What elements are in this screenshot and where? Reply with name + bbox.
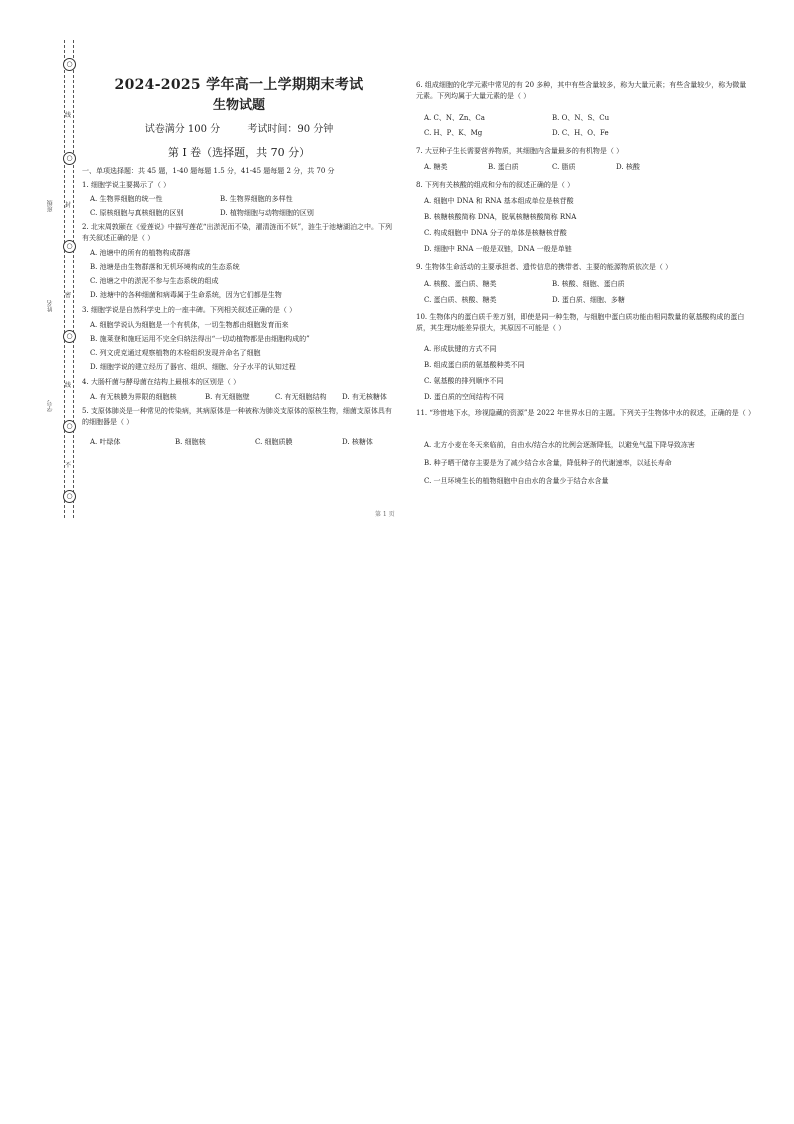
- question-option: B. 核酸、细胞、蛋白质: [552, 280, 625, 288]
- question-option: B. 池塘是由生物群落和无机环境构成的生态系统: [90, 263, 240, 271]
- question-option: C. 有无细胞结构: [275, 393, 327, 401]
- question-option: A. 细胞学说认为细胞是一个有机体，一切生物都由细胞发育而来: [90, 321, 289, 329]
- question-option: C. 蛋白质、核酸、糖类: [424, 296, 497, 304]
- question-option: D. 池塘中的各种细菌和病毒属于生命系统，因为它们都是生物: [90, 291, 282, 299]
- duration: 考试时间：90 分钟: [247, 124, 334, 135]
- binding-char: 不: [65, 462, 72, 469]
- binding-char: 线: [65, 382, 72, 389]
- question-option: A. 生物界细胞的统一性: [90, 195, 163, 203]
- question-option: D. 核糖体: [342, 438, 373, 446]
- question-option: D. C、H、O、Fe: [552, 129, 609, 137]
- question-option: C. 构成细胞中 DNA 分子的单体是核糖核苷酸: [424, 229, 567, 237]
- full-score: 试卷满分 100 分: [144, 124, 221, 135]
- binding-hole-icon: ○: [63, 58, 76, 71]
- question-option: A. 有无核膜为界限的细胞核: [90, 393, 177, 401]
- exam-sheet: [0, 0, 794, 560]
- question-option: B. 种子晒干储存主要是为了减少结合水含量，降低种子的代谢速率，以延长寿命: [424, 459, 672, 467]
- question-option: A. 细胞中 DNA 和 RNA 基本组成单位是核苷酸: [424, 197, 574, 205]
- question-option: D. 蛋白质的空间结构不同: [424, 393, 504, 401]
- binding-hole-icon: ○: [63, 420, 76, 433]
- question-option: B. 有无细胞壁: [205, 393, 250, 401]
- question-stem: 7. 大豆种子生长需要营养物质，其细胞内含量最多的有机物是（ ）: [416, 147, 624, 155]
- question-option: D. 植物细胞与动物细胞的区别: [220, 209, 314, 217]
- question-option: D. 有无核糖体: [342, 393, 387, 401]
- question-option: B. 施莱登和施旺运用不完全归纳法得出“一切动植物都是由细胞构成的”: [90, 335, 310, 343]
- side-label-number: 学号: [47, 400, 54, 412]
- binding-char: 封: [65, 202, 72, 209]
- binding-margin: [62, 40, 78, 518]
- question-option: C. 原核细胞与真核细胞的区别: [90, 209, 184, 217]
- question-option: C. 列文虎克通过观察植物的木栓组织发现并命名了细胞: [90, 349, 261, 357]
- binding-hole-icon: ○: [63, 330, 76, 343]
- question-stem: 1. 细胞学说主要揭示了（ ）: [82, 181, 171, 189]
- question-option: C. 氨基酸的排列顺序不同: [424, 377, 504, 385]
- question-option: A. C、N、Zn、Ca: [424, 114, 485, 122]
- question-stem: 4. 大肠杆菌与酵母菌在结构上最根本的区别是（ ）: [82, 378, 241, 386]
- binding-hole-icon: ○: [63, 152, 76, 165]
- binding-char: 密: [65, 292, 72, 299]
- section-heading: 一、单项选择题：共 45 题，1-40 题每题 1.5 分，41-45 题每题 2 分，共 70 分: [82, 167, 335, 175]
- question-option: D. 细胞学说的建立经历了器官、组织、细胞、分子水平的认知过程: [90, 363, 296, 371]
- question-stem: 2. 北宋周敦颐在《爱莲说》中描写莲花“出淤泥而不染，濯清涟而不妖”，涟生于池塘湖泊之中。下列有关叙述正确的是（ ）: [82, 223, 393, 242]
- question-option: A. 池塘中的所有的植物构成群落: [90, 249, 191, 257]
- question-option: A. 核酸、蛋白质、糖类: [424, 280, 497, 288]
- question-option: C. 一旦环境生长的植物细胞中自由水的含量少于结合水含量: [424, 477, 609, 485]
- question-option: C. 脂质: [552, 163, 576, 171]
- side-label-class: 班级: [47, 200, 54, 212]
- binding-dashed-line: [73, 40, 74, 518]
- question-option: A. 糖类: [424, 163, 448, 171]
- question-option: C. H、P、K、Mg: [424, 129, 483, 137]
- question-option: B. 生物界细胞的多样性: [220, 195, 293, 203]
- question-option: A. 形成肽键的方式不同: [424, 345, 497, 353]
- binding-char: 线: [65, 112, 72, 119]
- question-option: B. 蛋白质: [488, 163, 519, 171]
- question-stem: 8. 下列有关核酸的组成和分布的叙述正确的是（ ）: [416, 181, 575, 189]
- binding-hole-icon: ○: [63, 240, 76, 253]
- question-option: D. 细胞中 RNA 一般是双链，DNA 一般是单链: [424, 245, 572, 253]
- side-label-name: 姓名: [47, 300, 54, 312]
- question-option: D. 核酸: [616, 163, 640, 171]
- question-option: C. 细胞质膜: [255, 438, 293, 446]
- question-option: C. 池塘之中的淤泥不参与生态系统的组成: [90, 277, 219, 285]
- question-stem: 10. 生物体内的蛋白质千差万别，即使是同一种生物，与细胞中蛋白质功能由相同数量的氨基酸构成的蛋白质，其生理功能差异很大，其原因不可能是（ ）: [416, 313, 745, 332]
- part-title: 第 I 卷（选择题，共 70 分）: [167, 146, 311, 159]
- exam-subject: 生物试题: [212, 98, 265, 113]
- binding-hole-icon: ○: [63, 490, 76, 503]
- question-stem: 6. 组成细胞的化学元素中常见的有 20 多种，其中有些含量较多，称为大量元素；有些含量较少，称为微量元素。下列均属于大量元素的是（ ）: [416, 81, 747, 100]
- question-option: D. 蛋白质、细胞、多糖: [552, 296, 625, 304]
- exam-title: 2024-2025 学年高一上学期期末考试: [114, 77, 364, 93]
- exam-meta: [80, 124, 398, 135]
- question-option: A. 叶绿体: [90, 438, 121, 446]
- question-option: B. 核糖核酸简称 DNA，脱氧核糖核酸简称 RNA: [424, 213, 577, 221]
- question-stem: 11. “珍惜地下水，珍视隐藏的资源”是 2022 年世界水日的主题。下列关于生物体中水的叙述，正确的是（ ）: [416, 409, 756, 417]
- question-stem: 5. 支原体肺炎是一种常见的传染病，其病原体是一种被称为肺炎支原体的原核生物，细菌支原体具有的细胞器是（ ）: [82, 407, 392, 426]
- page-number: 第 1 页: [375, 511, 395, 518]
- question-stem: 3. 细胞学说是自然科学史上的一座丰碑。下列相关叙述正确的是（ ）: [82, 306, 297, 314]
- question-option: A. 北方小麦在冬天来临前，自由水/结合水的比例会逐渐降低，以避免气温下降导致冻害: [424, 441, 695, 449]
- question-stem: 9. 生物体生命活动的主要承担者、遗传信息的携带者、主要的能源物质依次是（ ）: [416, 263, 673, 271]
- question-option: B. 细胞核: [175, 438, 206, 446]
- question-option: B. 组成蛋白质的氨基酸种类不同: [424, 361, 525, 369]
- question-option: B. O、N、S、Cu: [552, 114, 610, 122]
